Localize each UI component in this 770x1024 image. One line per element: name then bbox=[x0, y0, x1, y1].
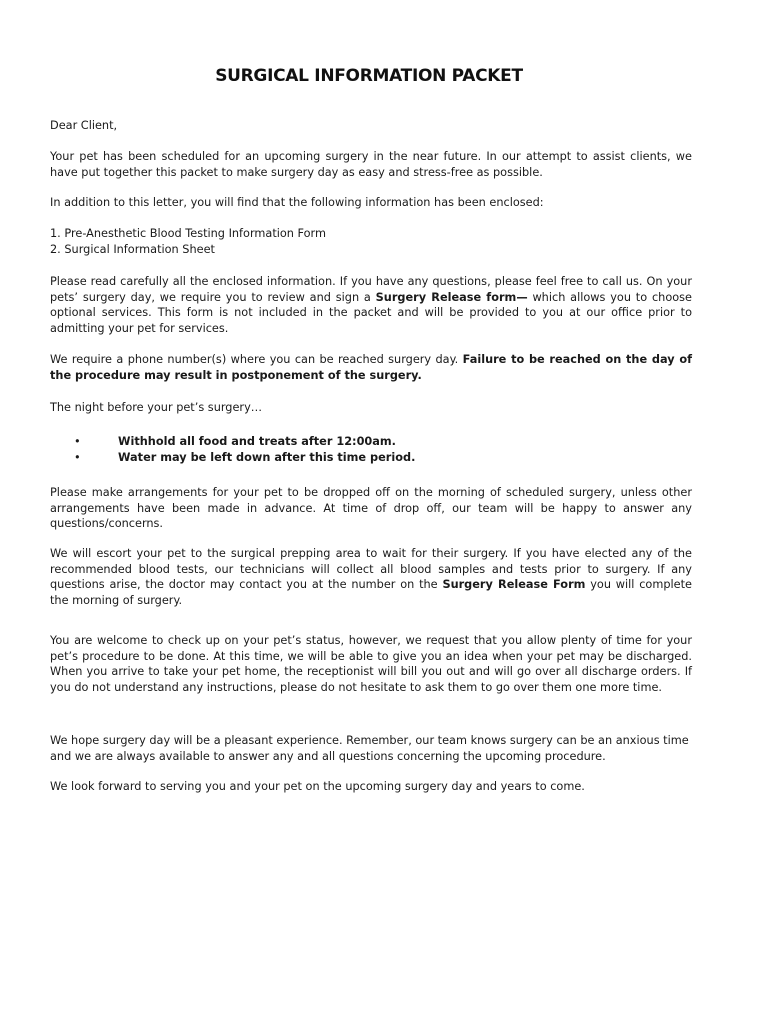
dropoff-paragraph: Please make arrangements for your pet to be dropped off on the morning of scheduled surgery, unless other arrangements have been made in advance. At time of drop off, our team will be happy to answer any questions/concerns. bbox=[50, 486, 692, 531]
bullet-text: Withhold all food and treats after 12:00am. bbox=[118, 435, 396, 448]
escort-paragraph bbox=[50, 546, 692, 608]
escort-text-b: you will complete the morning of surgery. bbox=[50, 578, 692, 607]
hope-paragraph: We hope surgery day will be a pleasant experience. Remember, our team knows surgery can be an anxious time and we are always available to answer any and all questions concerning the upcoming procedure. bbox=[50, 734, 689, 763]
phone-warning-bold: Failure to be reached on the day of the procedure may result in postponement of the surgery. bbox=[50, 353, 692, 382]
bullet-icon: • bbox=[74, 451, 81, 464]
escort-bold: Surgery Release Form bbox=[442, 578, 586, 592]
release-form-bold: Surgery Release form— bbox=[375, 290, 528, 304]
list-item: 1. Pre-Anesthetic Blood Testing Information Form bbox=[50, 227, 327, 240]
enclosed-list bbox=[50, 226, 692, 257]
release-form-text-a: Please read carefully all the enclosed information. If you have any questions, please feel free to call us. On your pets’ surgery day, we require you to review and sign a bbox=[50, 275, 692, 304]
greeting: Dear Client, bbox=[50, 119, 118, 132]
status-paragraph: You are welcome to check up on your pet’s status, however, we request that you allow plenty of time for your pet’s procedure to be done. At this time, we will be able to give you an idea when your pet may be discharged. When you arrive to take your pet home, the receptionist will bill you out and will go over all discharge orders. If you do not understand any instructions, please do not hesitate to ask them to go over them one more time. bbox=[50, 634, 692, 694]
page-title: SURGICAL INFORMATION PACKET bbox=[215, 66, 523, 86]
night-before-heading: The night before your pet’s surgery… bbox=[50, 401, 263, 414]
phone-paragraph bbox=[50, 352, 692, 383]
list-item: 2. Surgical Information Sheet bbox=[50, 242, 215, 256]
phone-text: We require a phone number(s) where you can be reached surgery day. bbox=[50, 353, 463, 366]
release-form-text-b: which allows you to choose optional services. This form is not included in the packet and will be provided to you at our office prior to admitting your pet for services. bbox=[50, 290, 692, 335]
intro-paragraph: Your pet has been scheduled for an upcoming surgery in the near future. In our attempt to assist clients, we have put together this packet to make surgery day as easy and stress-free as possible. bbox=[50, 150, 692, 179]
closing-paragraph: We look forward to serving you and your pet on the upcoming surgery day and years to come. bbox=[50, 780, 585, 793]
bullet-text: Water may be left down after this time period. bbox=[118, 451, 416, 464]
bullet-icon: • bbox=[74, 435, 81, 448]
release-form-paragraph bbox=[50, 274, 692, 336]
enclosed-intro-paragraph: In addition to this letter, you will find that the following information has been enclosed: bbox=[50, 196, 544, 209]
escort-text-a: We will escort your pet to the surgical prepping area to wait for their surgery. If you have elected any of the recommended blood tests, our technicians will collect all blood samples and tests prior to surgery. If any questions arise, the doctor may contact you at the number on the bbox=[50, 547, 692, 592]
